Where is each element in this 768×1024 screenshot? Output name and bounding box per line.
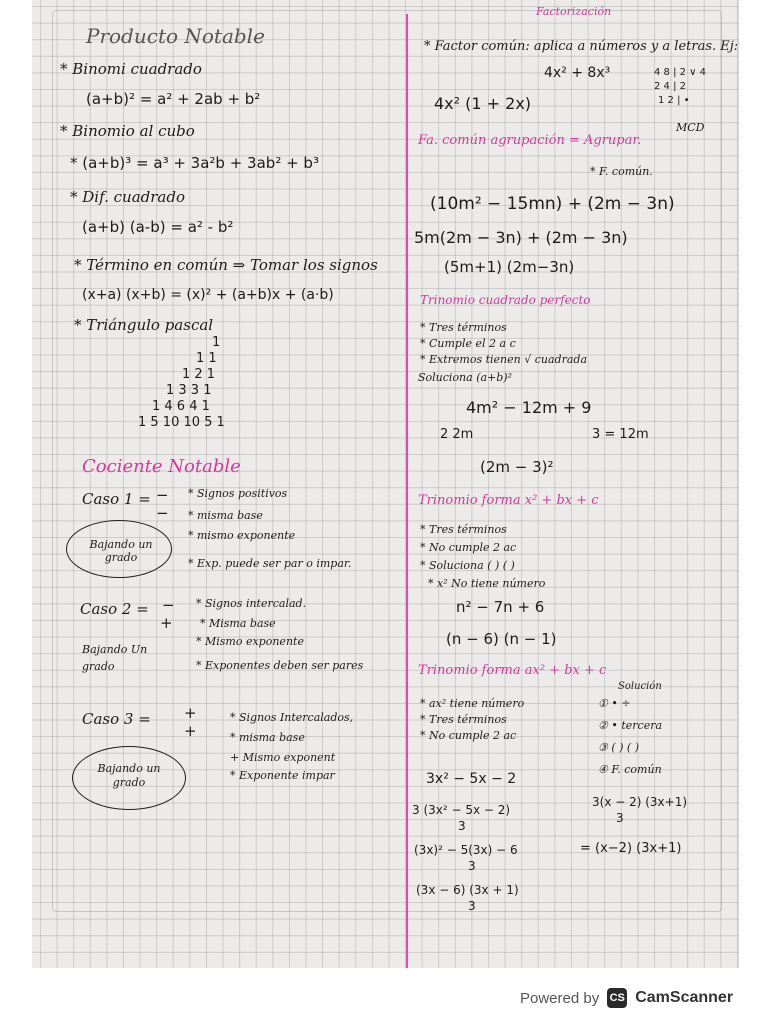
caso3-label: Caso 3 = (82, 710, 151, 728)
trinomio-x2-example: n² − 7n + 6 (456, 598, 545, 616)
agrupacion-example: (10m² − 15mn) + (2m − 3n) (430, 194, 675, 214)
ax2-step-denominator: 3 (458, 819, 466, 833)
factor-comun-note: * F. común. (590, 165, 653, 178)
caso3-item: * Signos Intercalados, (230, 711, 354, 724)
cociente-notable-heading: Cociente Notable (82, 456, 241, 477)
caso1-bubble-text: Bajando un grado (89, 538, 153, 565)
ax2-step-numerator: (3x)² − 5(3x) − 6 (414, 843, 518, 857)
caso1-item: * Exp. puede ser par o impar. (188, 557, 352, 570)
factor-comun-line1: * Factor común: aplica a números y a letras. Ej: (424, 39, 739, 54)
agrupacion-result: (5m+1) (2m−3n) (444, 258, 575, 276)
ax2-step-denominator: 3 (468, 859, 476, 873)
solucion-step: ③ ( ) ( ) (598, 741, 640, 754)
caso2-side-note: Bajando Un grado (82, 643, 148, 673)
tcp-item: * Extremos tienen √ cuadrada (420, 353, 588, 366)
trinomio-ax2-heading: Trinomio forma ax² + bx + c (418, 663, 607, 678)
ax2-right-denominator: 3 (616, 811, 624, 825)
factorizacion-heading: Factorización (536, 5, 612, 18)
title-producto-notable: Producto Notable (86, 24, 265, 48)
tcp-heading: Trinomio cuadrado perfecto (420, 293, 591, 307)
tcp-example: 4m² − 12m + 9 (466, 398, 592, 417)
pascal-row: 1 (212, 335, 221, 350)
column-divider (406, 14, 408, 968)
caso1-item: * Signos positivos (188, 487, 288, 500)
tcp-left-term: 2 2m (440, 427, 474, 442)
termino-comun-label: * Término en común ⇒ Tomar los signos (74, 256, 378, 274)
pascal-row: 1 5 10 10 5 1 (138, 415, 225, 430)
powered-by-text: Powered by (520, 989, 600, 1007)
caso1-sign-bottom: − (156, 504, 169, 522)
camscanner-logo-icon: CS (607, 988, 627, 1008)
triangulo-pascal-label: * Triángulo pascal (74, 316, 214, 334)
binomio-cuadrado-formula: (a+b)² = a² + 2ab + b² (86, 90, 261, 108)
mcd-row: 1 2 | • (658, 95, 690, 106)
solucion-step: ④ F. común (598, 763, 662, 776)
tcp-item: * Cumple el 2 a c (420, 337, 516, 350)
factor-comun-result: 4x² (1 + 2x) (434, 94, 532, 113)
caso1-item: * misma base (188, 509, 263, 522)
pascal-row: 1 3 3 1 (166, 383, 212, 398)
caso3-item: + Mismo exponent (230, 751, 336, 764)
caso2-sign-bottom: + (160, 614, 173, 632)
caso1-item: * mismo exponente (188, 529, 296, 542)
diferencia-cuadrado-label: * Dif. cuadrado (70, 188, 185, 206)
tcp-solution: Soluciona (a+b)² (418, 371, 513, 384)
tcp-right-term: 3 = 12m (592, 427, 649, 442)
caso1-sign-top: − (156, 486, 169, 504)
trinomio-ax2-item: * ax² tiene número (420, 697, 525, 710)
trinomio-x2-item: * Tres términos (420, 523, 507, 536)
trinomio-x2-heading: Trinomio forma x² + bx + c (418, 493, 599, 508)
caso2-label: Caso 2 = (80, 600, 149, 618)
trinomio-x2-item: * No cumple 2 ac (420, 541, 517, 554)
camscanner-footer (520, 985, 733, 1011)
solucion-step: ① • ÷ (598, 697, 631, 710)
pascal-row: 1 1 (196, 351, 217, 366)
caso2-sign-top: − (162, 596, 175, 614)
trinomio-x2-item: * x² No tiene número (428, 577, 546, 590)
trinomio-x2-result: (n − 6) (n − 1) (446, 630, 557, 648)
solucion-step: ② • tercera (598, 719, 663, 732)
camscanner-brand: CamScanner (635, 989, 734, 1006)
tcp-item: * Tres términos (420, 321, 507, 334)
mcd-row: 2 4 | 2 (654, 81, 686, 92)
ax2-right-numerator: 3(x − 2) (3x+1) (592, 795, 688, 809)
trinomio-ax2-example: 3x² − 5x − 2 (426, 771, 517, 787)
caso3-item: * misma base (230, 731, 305, 744)
binomio-cubo-formula: * (a+b)³ = a³ + 3a²b + 3ab² + b³ (70, 154, 319, 172)
caso3-sign-bottom: + (184, 722, 197, 740)
trinomio-x2-item: * Soluciona ( ) ( ) (420, 559, 515, 572)
pascal-row: 1 4 6 4 1 (152, 399, 210, 414)
agrupacion-step: 5m(2m − 3n) + (2m − 3n) (414, 228, 628, 247)
caso2-item: * Mismo exponente (196, 635, 304, 648)
caso2-item: * Misma base (200, 617, 276, 630)
ax2-step-numerator: 3 (3x² − 5x − 2) (412, 803, 511, 817)
mcd-label: MCD (676, 121, 705, 134)
ax2-final-result: = (x−2) (3x+1) (580, 841, 682, 856)
caso1-label: Caso 1 = (82, 490, 151, 508)
trinomio-ax2-item: * Tres términos (420, 713, 507, 726)
diferencia-cuadrado-formula: (a+b) (a-b) = a² - b² (82, 218, 234, 236)
ax2-step-numerator: (3x − 6) (3x + 1) (416, 883, 519, 897)
binomio-cuadrado-label: * Binomi cuadrado (60, 60, 202, 78)
caso2-item: * Exponentes deben ser pares (196, 659, 364, 672)
caso3-bubble-text: Bajando un grado (97, 762, 161, 790)
tcp-result: (2m − 3)² (480, 458, 554, 476)
pascal-row: 1 2 1 (182, 367, 216, 382)
caso2-item: * Signos intercalad. (196, 597, 307, 610)
caso3-sign-top: + (184, 704, 197, 722)
trinomio-ax2-item: * No cumple 2 ac (420, 729, 517, 742)
binomio-cubo-label: * Binomio al cubo (60, 122, 195, 140)
factor-comun-example: 4x² + 8x³ (544, 65, 611, 81)
caso3-item: * Exponente impar (230, 769, 335, 782)
solucion-heading: Solución (618, 681, 662, 692)
factor-comun-agrupacion-heading: Fa. común agrupación = Agrupar. (418, 133, 642, 148)
termino-comun-formula: (x+a) (x+b) = (x)² + (a+b)x + (a·b) (82, 287, 334, 303)
mcd-row: 4 8 | 2 ∨ 4 (654, 67, 707, 78)
ax2-step-denominator: 3 (468, 899, 476, 913)
